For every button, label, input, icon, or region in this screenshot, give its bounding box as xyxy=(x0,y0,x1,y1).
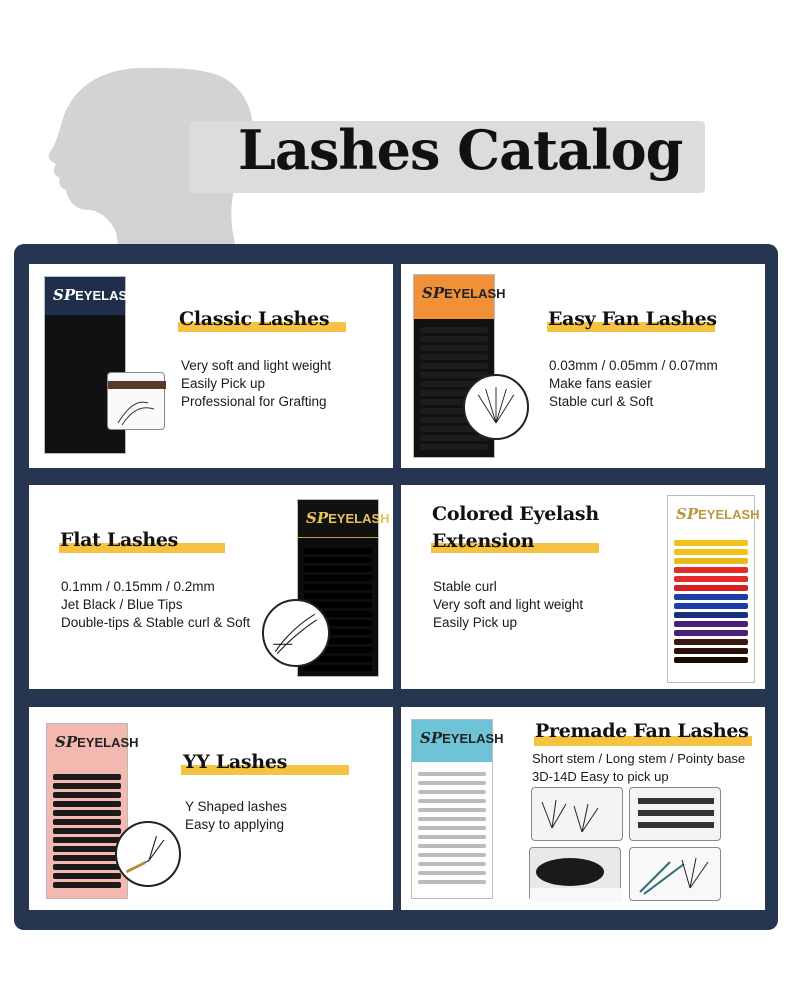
lash-tray-image: SPEYELASH xyxy=(44,276,126,454)
fan-lash-photo xyxy=(529,847,621,901)
feature-text: Very soft and light weight xyxy=(433,597,584,612)
tray-logo: EYELASH xyxy=(328,511,390,526)
easy-fan-lashes-card[interactable] xyxy=(401,264,765,468)
feature-text: Easily Pick up xyxy=(181,376,266,391)
page-title: Lashes Catalog xyxy=(238,118,683,182)
fan-lash-photo xyxy=(629,787,721,841)
classic-lashes-card[interactable] xyxy=(29,264,393,468)
card-heading: Extension xyxy=(432,530,535,552)
tray-logo: EYELASH xyxy=(698,507,760,522)
fan-lash-photo xyxy=(629,847,721,901)
flat-lashes-card[interactable] xyxy=(29,485,393,689)
yy-lash-closeup-image xyxy=(115,821,181,887)
card-heading: Flat Lashes xyxy=(60,529,179,551)
lash-tray-image: SPEYELASH xyxy=(667,495,755,683)
card-heading: Classic Lashes xyxy=(179,308,330,330)
tray-logo: EYELASH xyxy=(444,286,506,301)
lash-tray-image: SPEYELASH xyxy=(46,723,128,899)
flat-lash-closeup-image xyxy=(262,599,330,667)
tray-logo: EYELASH xyxy=(442,731,504,746)
feature-text: Easily Pick up xyxy=(433,615,518,630)
yy-lashes-card[interactable] xyxy=(29,707,393,910)
card-heading: Easy Fan Lashes xyxy=(548,308,717,330)
feature-text: Easy to applying xyxy=(185,817,285,832)
tray-logo: EYELASH xyxy=(77,735,139,750)
feature-text: Stable curl xyxy=(433,579,497,594)
lash-tray-image: SPEYELASH xyxy=(411,719,493,899)
fan-lash-photo xyxy=(531,787,623,841)
feature-text: Double-tips & Stable curl & Soft xyxy=(61,615,251,630)
card-heading: Premade Fan Lashes xyxy=(535,720,749,742)
feature-text: Professional for Grafting xyxy=(181,394,327,409)
feature-text: Short stem / Long stem / Pointy base xyxy=(532,751,746,766)
tray-logo: EYELASH xyxy=(75,288,137,303)
feature-text: 3D-14D Easy to pick up xyxy=(532,769,669,784)
lash-tray-image: SPEYELASH xyxy=(297,499,379,677)
lash-tray-image: SPEYELASH xyxy=(413,274,495,458)
premade-fan-lashes-card[interactable] xyxy=(401,707,765,910)
feature-text: Y Shaped lashes xyxy=(185,799,287,814)
feature-text: Make fans easier xyxy=(549,376,652,391)
feature-text: 0.1mm / 0.15mm / 0.2mm xyxy=(61,579,215,594)
fan-closeup-image xyxy=(463,374,529,440)
lash-closeup-image xyxy=(107,372,165,430)
feature-text: Very soft and light weight xyxy=(181,358,332,373)
feature-text: Stable curl & Soft xyxy=(549,394,654,409)
card-heading: YY Lashes xyxy=(183,751,288,773)
card-heading: Colored Eyelash xyxy=(432,503,599,525)
feature-text: Jet Black / Blue Tips xyxy=(61,597,183,612)
colored-eyelash-card[interactable] xyxy=(401,485,765,689)
feature-text: 0.03mm / 0.05mm / 0.07mm xyxy=(549,358,718,373)
